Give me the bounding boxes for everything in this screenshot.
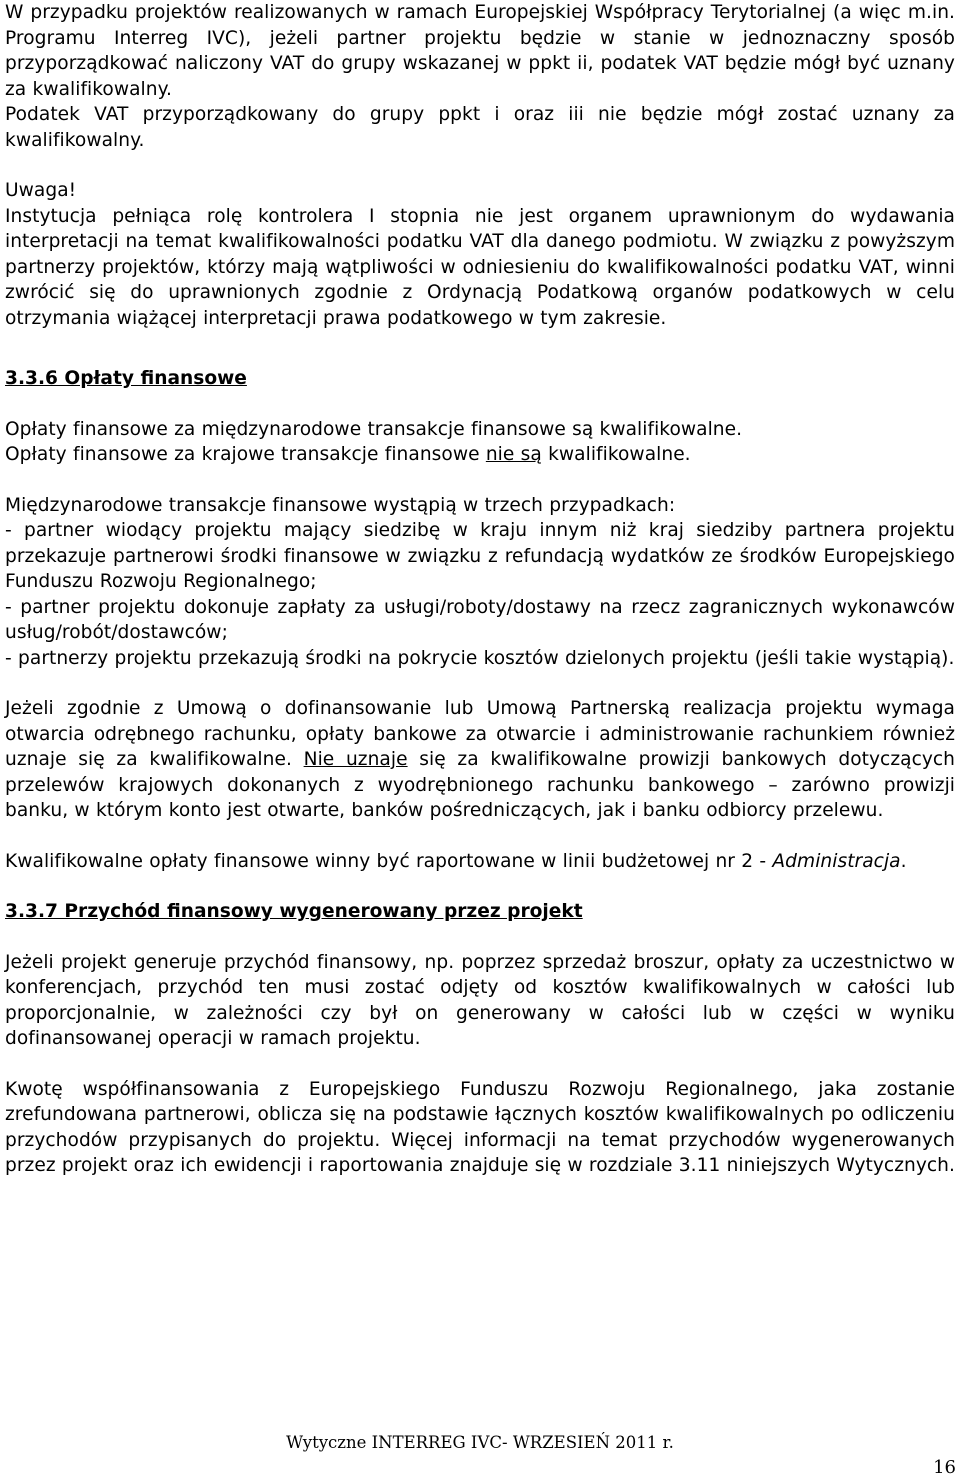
bank-account-paragraph bbox=[5, 696, 955, 824]
section-heading-337: 3.3.7 Przychód finansowy wygenerowany przez projekt bbox=[5, 901, 583, 922]
fees-domestic-after: kwalifikowalne. bbox=[548, 444, 691, 465]
intl-case-2: - partner projektu dokonuje zapłaty za usługi/roboty/dostawy na rzecz zagranicznych wykonawców usług/robót/dostawców; bbox=[5, 596, 955, 643]
reporting-after: . bbox=[900, 850, 907, 872]
note-text: Instytucja pełniąca rolę kontrolera I stopnia nie jest organem uprawnionym do wydawania interpretacji na temat kwalifikowalności podatku VAT dla danego podmiotu. W związku z powyższym partnerzy projektów, którzy mają wątpliwości w odniesieniu do kwalifikowalności podatku VAT, winni zwrócić się do uprawnionych zgodnie z Ordynacją Podatkową organów podatkowych w celu otrzymania wiążącej interpretacji prawa podatkowego w tym zakresie. bbox=[5, 205, 955, 329]
bank-account-before: Jeżeli zgodnie z Umową o dofinansowanie lub Umową Partnerską realizacja projektu wymaga otwarcia odrębnego rachunku, opłaty bankowe za otwarcie i administrowanie rachunkiem również uznaje się za kwalifikowalne. bbox=[5, 698, 955, 770]
note-label: Uwaga! bbox=[5, 180, 77, 201]
reporting-before: Kwalifikowalne opłaty finansowe winny być raportowane w linii budżetowej nr 2 - bbox=[5, 850, 767, 872]
page-footer: Wytyczne INTERREG IVC- WRZESIEŃ 2011 r. bbox=[286, 1433, 674, 1452]
reporting-italic: Administracja bbox=[772, 850, 901, 872]
revenue-paragraph-1: Jeżeli projekt generuje przychód finansowy, np. poprzez sprzedaż broszur, opłaty za uczestnictwo w konferencjach, przychód ten musi zostać odjęty od kosztów kwalifikowalnych w całości lub proporcjonalnie, w zależności czy był on generowany w całości lub w części w wyniku dofinansowanej operacji w ramach projektu. bbox=[5, 951, 955, 1049]
reporting-paragraph bbox=[5, 849, 955, 875]
fees-domestic-line bbox=[5, 442, 955, 468]
bank-account-underlined: Nie uznaje bbox=[303, 749, 408, 770]
fees-domestic-underlined: nie są bbox=[485, 444, 542, 465]
intl-case-3: - partnerzy projektu przekazują środki na pokrycie kosztów dzielonych projektu (jeśli takie wystąpią). bbox=[5, 647, 955, 669]
page-number: 16 bbox=[933, 1457, 956, 1478]
fees-international-line: Opłaty finansowe za międzynarodowe transakcje finansowe są kwalifikowalne. bbox=[5, 418, 743, 440]
paragraph-vat-interreg: W przypadku projektów realizowanych w ramach Europejskiej Współpracy Terytorialnej (a więc m.in. Programu Interreg IVC), jeżeli partner projektu będzie w stanie w jednoznaczny sposób przyporządkować naliczony VAT do grupy wskazanej w ppkt ii, podatek VAT będzie mógł być uznany za kwalifikowalny. bbox=[5, 2, 955, 100]
intl-transactions-intro: Międzynarodowe transakcje finansowe wystąpią w trzech przypadkach: bbox=[5, 494, 676, 516]
document-body bbox=[5, 0, 955, 1179]
fees-domestic-before: Opłaty finansowe za krajowe transakcje finansowe bbox=[5, 444, 480, 465]
paragraph-vat-not-eligible: Podatek VAT przyporządkowany do grupy ppkt i oraz iii nie będzie mógł zostać uznany za kwalifikowalny. bbox=[5, 104, 955, 151]
section-heading-336: 3.3.6 Opłaty finansowe bbox=[5, 368, 247, 389]
intl-case-1: - partner wiodący projektu mający siedzibę w kraju innym niż kraj siedziby partnera projektu przekazuje partnerowi środki finansowe w związku z refundacją wydatków ze środków Europejskiego Funduszu Rozwoju Regionalnego; bbox=[5, 520, 955, 592]
revenue-paragraph-2: Kwotę współfinansowania z Europejskiego Funduszu Rozwoju Regionalnego, jaka zostanie zrefundowana partnerowi, oblicza się na podstawie łącznych kosztów kwalifikowalnych po odliczeniu przychodów przypisanych do projektu. Więcej informacji na temat przychodów wygenerowanych przez projekt oraz ich ewidencji i raportowania znajduje się w rozdziale 3.11 niniejszych Wytycznych. bbox=[5, 1078, 955, 1176]
bank-account-after: się za kwalifikowalne prowizji bankowych dotyczących przelewów krajowych dokonanych z wyodrębnionego rachunku bankowego – zarówno prowizji banku, w którym konto jest otwarte, banków pośredniczących, jak i banku odbiorcy przelewu. bbox=[5, 749, 956, 821]
